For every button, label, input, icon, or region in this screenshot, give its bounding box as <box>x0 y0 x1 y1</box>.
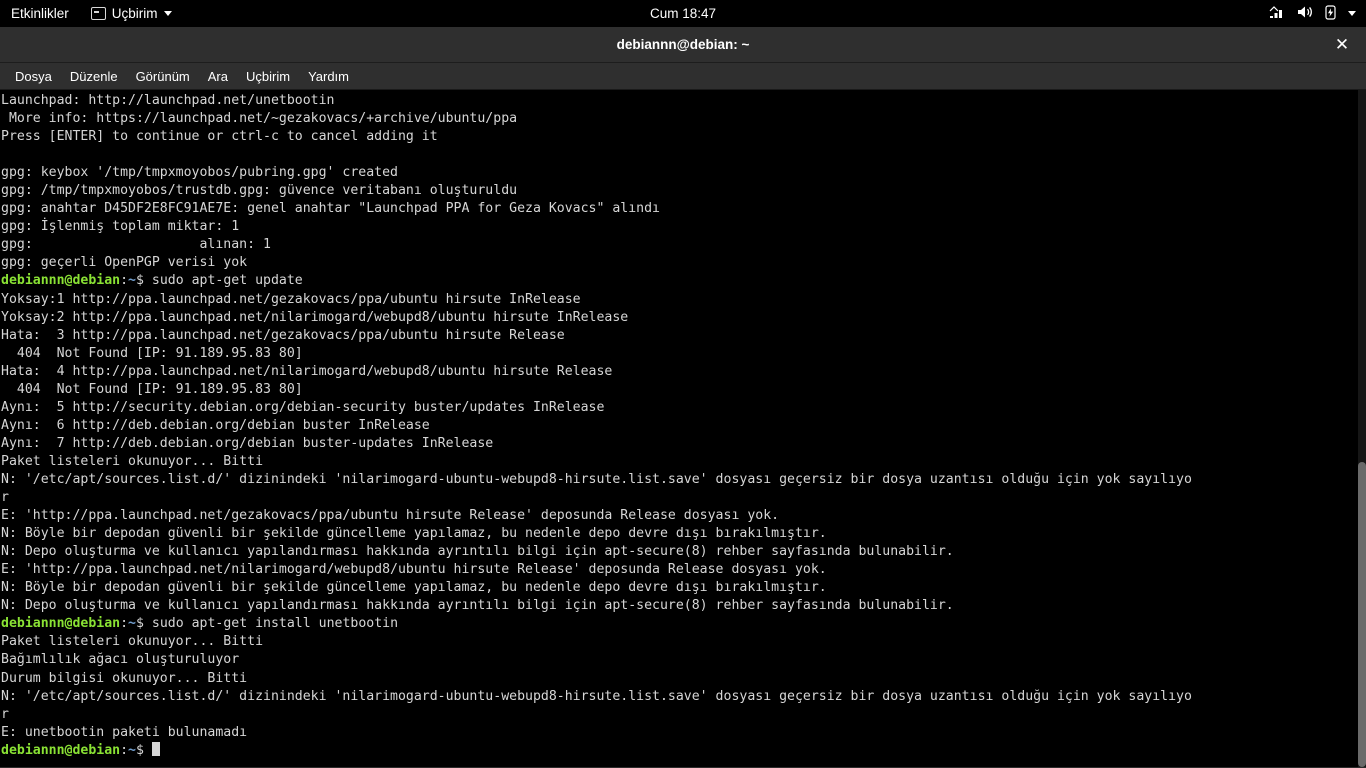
terminal-line: Paket listeleri okunuyor... Bitti <box>1 453 264 469</box>
prompt-separator: : <box>120 273 129 289</box>
prompt-path: ~ <box>128 616 136 632</box>
terminal-line: Paket listeleri okunuyor... Bitti <box>1 634 264 650</box>
terminal-command <box>144 743 152 758</box>
terminal-line <box>0 272 1358 290</box>
terminal-line: 404 Not Found [IP: 91.189.95.83 80] <box>1 381 303 397</box>
terminal-output[interactable] <box>0 90 1358 767</box>
prompt-user: debiannn@debian <box>1 273 121 289</box>
menu-gorunum[interactable] <box>127 63 199 89</box>
terminal-line: Aynı: 6 http://deb.debian.org/debian buster InRelease <box>1 417 430 433</box>
menu-gorunum-label: Görünüm <box>135 68 190 84</box>
terminal-line: gpg: anahtar D45DF2E8FC91AE7E: genel anahtar "Launchpad PPA for Geza Kovacs" alındı <box>1 201 660 217</box>
terminal-line <box>0 742 1358 760</box>
menu-yardim[interactable] <box>299 63 358 89</box>
terminal-line: N: '/etc/apt/sources.list.d/' dizinindeki 'nilarimogard-ubuntu-webupd8-hirsute.list.save' dosyası geçersiz bir dosya uzantısı olduğu için yok sayılıyo <box>1 688 1192 704</box>
terminal-line: gpg: /tmp/tmpxmoyobos/trustdb.gpg: güvence veritabanı oluşturuldu <box>1 183 518 199</box>
prompt-user: debiannn@debian <box>1 742 121 758</box>
close-icon[interactable]: ✕ <box>1334 35 1350 54</box>
terminal-body[interactable] <box>0 90 1366 767</box>
terminal-line: E: 'http://ppa.launchpad.net/gezakovacs/ppa/ubuntu hirsute Release' deposunda Release dosyası yok. <box>1 508 780 524</box>
terminal-command: sudo apt-get update <box>143 273 303 289</box>
network-icon[interactable] <box>1268 5 1286 22</box>
terminal-command: sudo apt-get install unetbootin <box>143 616 399 632</box>
panel-right-group <box>1268 0 1366 27</box>
terminal-line: N: Böyle bir depodan güvenli bir şekilde güncelleme yapılamaz, bu nedenle depo devre dışı bırakılmıştır. <box>1 526 827 542</box>
terminal-line: N: Depo oluşturma ve kullanıcı yapılandırması hakkında ayrıntılı bilgi için apt-secure(8) rehber sayfasında bulunabilir. <box>1 544 954 560</box>
volume-icon[interactable] <box>1297 5 1313 22</box>
menubar <box>0 63 1366 90</box>
prompt-sigil: $ <box>136 742 144 758</box>
prompt-separator: : <box>120 742 129 758</box>
text-cursor <box>152 742 160 756</box>
terminal-line: gpg: İşlenmiş toplam miktar: 1 <box>1 219 240 235</box>
terminal-line: Bağımlılık ağacı oluşturuluyor <box>1 652 240 668</box>
menu-ucbirim-label: Uçbirim <box>246 68 291 84</box>
caret-down-icon[interactable] <box>1348 11 1356 16</box>
terminal-line: More info: https://launchpad.net/~gezakovacs/+archive/ubuntu/ppa <box>1 111 518 127</box>
terminal-line: Press [ENTER] to continue or ctrl-c to cancel adding it <box>1 129 438 145</box>
terminal-line: Durum bilgisi okunuyor... Bitti <box>1 670 248 686</box>
menu-ucbirim[interactable] <box>237 63 299 89</box>
terminal-line: r <box>1 490 9 506</box>
terminal-line: Hata: 3 http://ppa.launchpad.net/gezakovacs/ppa/ubuntu hirsute Release <box>1 327 565 343</box>
terminal-line: Aynı: 5 http://security.debian.org/debian-security buster/updates InRelease <box>1 399 605 415</box>
menu-yardim-label: Yardım <box>308 68 349 84</box>
terminal-line: Yoksay:2 http://ppa.launchpad.net/nilarimogard/webupd8/ubuntu hirsute InRelease <box>1 309 629 325</box>
terminal-line <box>0 146 1358 164</box>
scrollbar-thumb[interactable] <box>1358 462 1366 767</box>
terminal-line: N: Depo oluşturma ve kullanıcı yapılandırması hakkında ayrıntılı bilgi için apt-secure(8) rehber sayfasında bulunabilir. <box>1 598 954 614</box>
terminal-line: N: '/etc/apt/sources.list.d/' dizinindeki 'nilarimogard-ubuntu-webupd8-hirsute.list.save' dosyası geçersiz bir dosya uzantısı olduğu için yok sayılıyo <box>1 471 1192 487</box>
terminal-line: N: Böyle bir depodan güvenli bir şekilde güncelleme yapılamaz, bu nedenle depo devre dışı bırakılmıştır. <box>1 580 827 596</box>
terminal-line: E: unetbootin paketi bulunamadı <box>1 724 248 740</box>
app-menu-label: Uçbirim <box>111 6 158 21</box>
vertical-scrollbar[interactable] <box>1358 90 1366 767</box>
menu-ara[interactable] <box>199 63 237 89</box>
terminal-line: r <box>1 706 9 722</box>
battery-icon[interactable] <box>1324 5 1337 23</box>
prompt-path: ~ <box>128 742 136 758</box>
prompt-sigil: $ <box>136 273 144 289</box>
clock[interactable]: Cum 18:47 <box>649 6 717 21</box>
terminal-line <box>0 615 1358 633</box>
top-panel <box>0 0 1366 27</box>
window-title: debiannn@debian: ~ <box>616 37 750 52</box>
terminal-line: E: 'http://ppa.launchpad.net/nilarimogard/webupd8/ubuntu hirsute Release' deposunda Release dosyası yok. <box>1 562 827 578</box>
prompt-user: debiannn@debian <box>1 616 121 632</box>
window-titlebar[interactable] <box>0 27 1366 63</box>
activities-label: Etkinlikler <box>11 6 69 21</box>
menu-dosya-label: Dosya <box>15 68 52 84</box>
terminal-line: Hata: 4 http://ppa.launchpad.net/nilarimogard/webupd8/ubuntu hirsute Release <box>1 363 613 379</box>
terminal-line: gpg: alınan: 1 <box>1 237 271 253</box>
terminal-line: gpg: geçerli OpenPGP verisi yok <box>1 255 248 271</box>
terminal-line: Aynı: 7 http://deb.debian.org/debian buster-updates InRelease <box>1 435 494 451</box>
menu-ara-label: Ara <box>207 68 228 84</box>
terminal-window <box>0 27 1366 768</box>
terminal-line: 404 Not Found [IP: 91.189.95.83 80] <box>1 345 303 361</box>
menu-duzenle[interactable] <box>61 63 127 89</box>
prompt-sigil: $ <box>136 616 144 632</box>
terminal-line: Launchpad: http://launchpad.net/unetbootin <box>1 93 335 108</box>
menu-duzenle-label: Düzenle <box>69 68 118 84</box>
prompt-path: ~ <box>128 273 136 289</box>
terminal-line: Yoksay:1 http://ppa.launchpad.net/gezakovacs/ppa/ubuntu hirsute InRelease <box>1 291 581 307</box>
prompt-separator: : <box>120 616 129 632</box>
menu-dosya[interactable] <box>6 63 61 89</box>
terminal-line: gpg: keybox '/tmp/tmpxmoyobos/pubring.gpg' created <box>1 165 398 181</box>
